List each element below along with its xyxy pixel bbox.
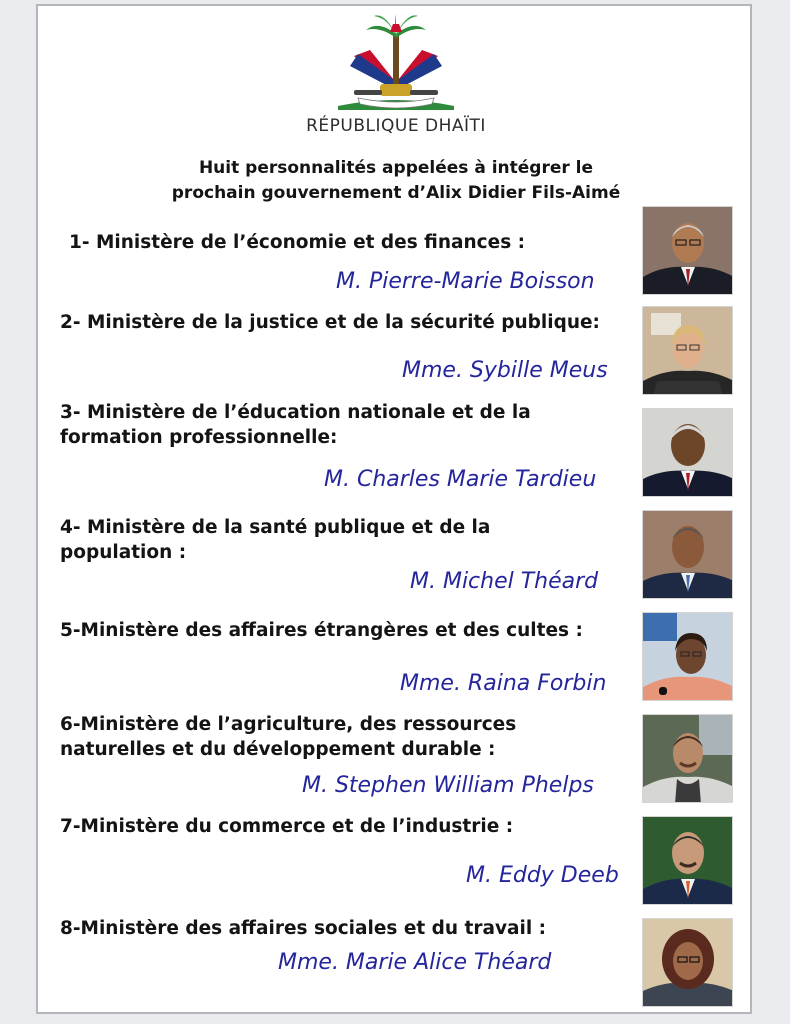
announcement-card [36,4,752,1014]
minister-name: M. Eddy Deeb [466,863,619,888]
ministry-line: 1- Ministère de l’économie et des finances : [69,232,526,253]
haiti-coat-of-arms-icon [334,10,458,116]
portrait-photo [642,206,733,295]
portrait-photo [642,510,733,599]
minister-name: M. Stephen William Phelps [302,773,594,798]
ministry-line: 2- Ministère de la justice et de la sécurité publique: [60,312,600,333]
ministry-line: 3- Ministère de l’éducation nationale et de la [60,402,531,423]
ministry-title [60,310,600,335]
ministry-line: 7-Ministère du commerce et de l’industrie : [60,816,514,837]
minister-name: M. Michel Théard [410,569,599,594]
ministry-line: 5-Ministère des affaires étrangères et des cultes : [60,620,583,641]
ministry-title [60,400,531,450]
ministry-line: 4- Ministère de la santé publique et de la [60,517,491,538]
ministry-line: population : [60,542,187,563]
republic-title: RÉPUBLIQUE DHAÏTI [306,116,486,136]
ministry-title [60,916,546,941]
headline [38,156,754,206]
ministry-line: 6-Ministère de l’agriculture, des ressources [60,714,517,735]
minister-name: M. Charles Marie Tardieu [324,467,597,492]
ministry-line: naturelles et du développement durable : [60,739,496,760]
ministry-line: 8-Ministère des affaires sociales et du travail : [60,918,547,939]
headline-line: Huit personnalités appelées à intégrer le [198,158,594,178]
ministry-title [60,515,490,565]
portrait-photo [642,714,733,803]
minister-name: Mme. Raina Forbin [400,671,607,696]
minister-name: Mme. Sybille Meus [402,358,608,383]
portrait-photo [642,918,733,1007]
headline-line: prochain gouvernement d’Alix Didier Fils-Aimé [171,183,621,203]
ministry-title [69,230,525,255]
ministry-title [60,712,516,762]
minister-name: M. Pierre-Marie Boisson [336,269,595,294]
portrait-photo [642,408,733,497]
portrait-photo [642,306,733,395]
ministry-line: formation professionnelle: [60,427,338,448]
minister-name: Mme. Marie Alice Théard [278,950,552,975]
portrait-photo [642,612,733,701]
ministry-title [60,814,513,839]
ministry-title [60,618,583,643]
portrait-photo [642,816,733,905]
